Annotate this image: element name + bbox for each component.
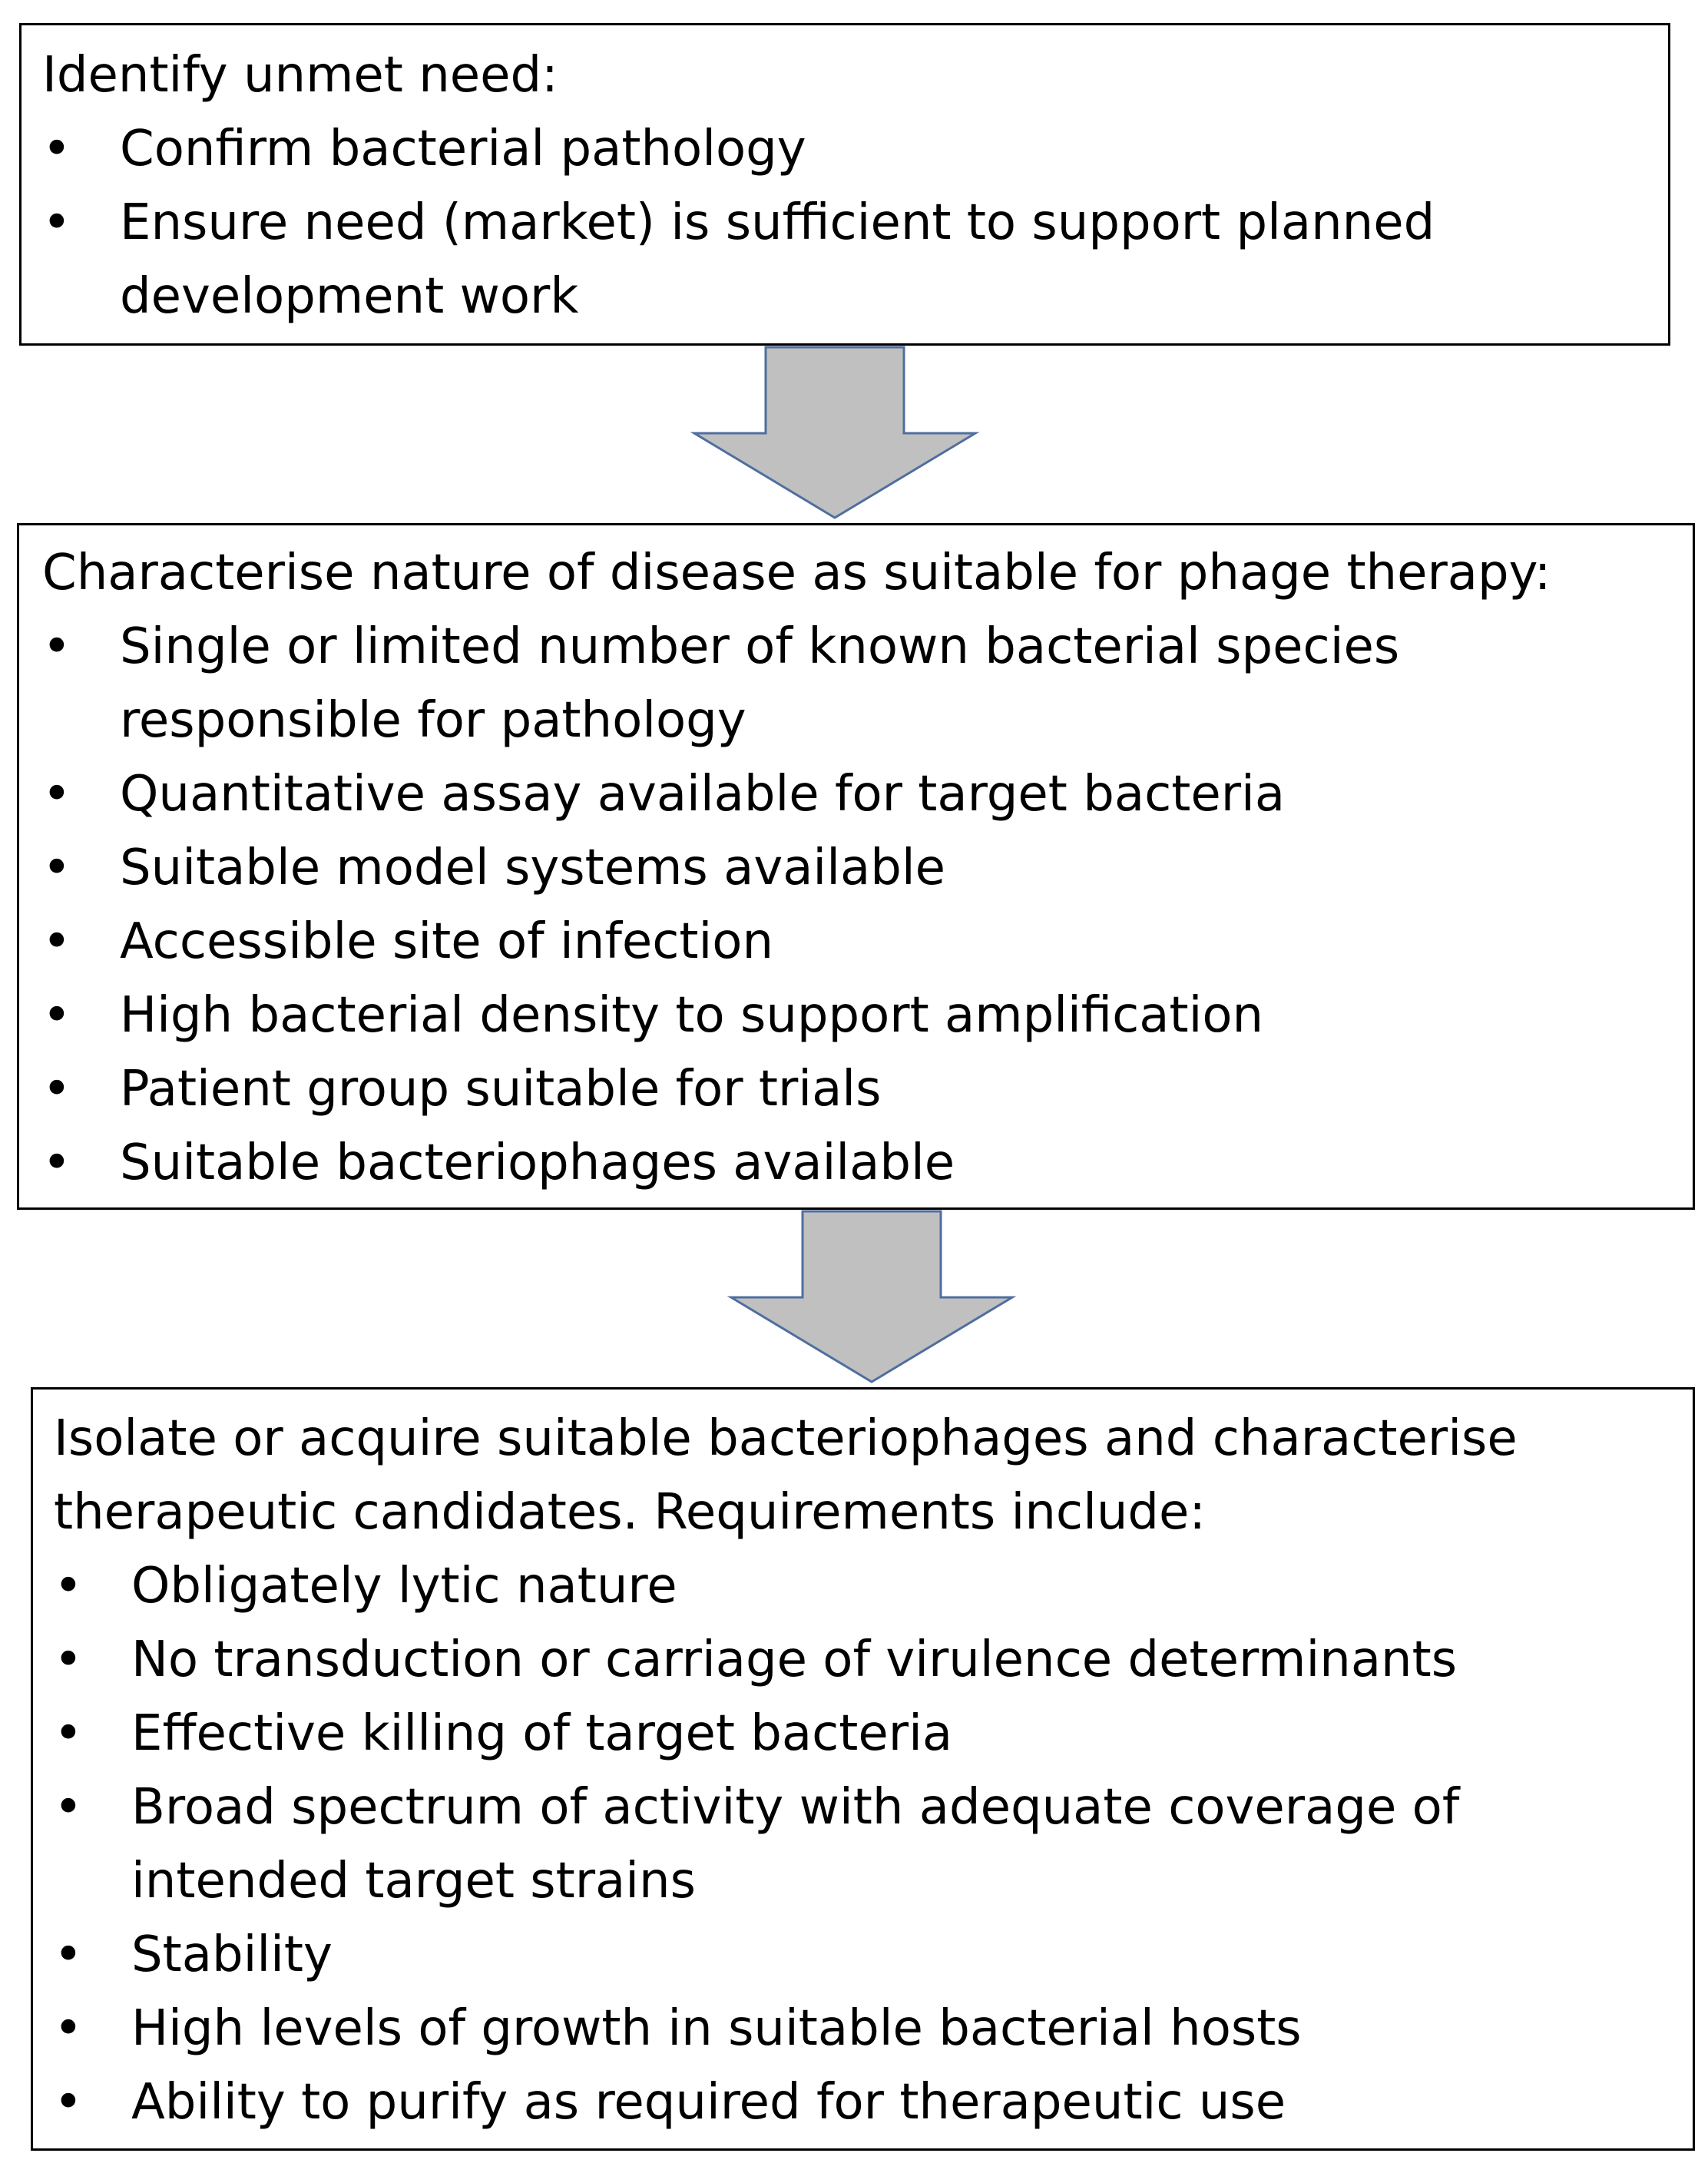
bullet-icon: • bbox=[54, 1926, 83, 1983]
bullet-icon: • bbox=[54, 2074, 83, 2131]
bullet-icon: • bbox=[42, 766, 71, 823]
step-box-isolate-bacteriophages bbox=[31, 1387, 1695, 2151]
bullet-icon: • bbox=[54, 1558, 83, 1615]
list-item-text: Confirm bacterial pathology bbox=[120, 121, 806, 177]
bullet-icon: • bbox=[42, 618, 71, 675]
list-item-text: Broad spectrum of activity with adequate coverage of intended target strains bbox=[131, 1779, 1460, 1910]
list-item-text: Obligately lytic nature bbox=[131, 1558, 677, 1615]
arrow-shape bbox=[731, 1211, 1012, 1382]
list-item-text: Ensure need (market) is sufficient to support planned development work bbox=[120, 194, 1435, 325]
list-item-text: Suitable model systems available bbox=[120, 840, 945, 896]
arrow-shape bbox=[694, 347, 975, 518]
list-item-text: Ability to purify as required for therapeutic use bbox=[131, 2074, 1286, 2131]
bullet-icon: • bbox=[42, 913, 71, 970]
step-box-identify-unmet-need bbox=[19, 23, 1670, 346]
step-heading: Identify unmet need: bbox=[42, 47, 558, 104]
list-item-text: Quantitative assay available for target bacteria bbox=[120, 766, 1286, 823]
bullet-icon: • bbox=[42, 121, 71, 177]
list-item-text: Stability bbox=[131, 1926, 333, 1983]
list-item-text: No transduction or carriage of virulence determinants bbox=[131, 1631, 1458, 1688]
list-item-text: High bacterial density to support amplification bbox=[120, 987, 1264, 1044]
bullet-icon: • bbox=[42, 1061, 71, 1118]
list-item-text: Single or limited number of known bacterial species responsible for pathology bbox=[120, 618, 1400, 749]
bullet-icon: • bbox=[54, 1705, 83, 1762]
bullet-icon: • bbox=[54, 1631, 83, 1688]
list-item-text: Suitable bacteriophages available bbox=[120, 1134, 955, 1191]
list-item-text: High levels of growth in suitable bacterial hosts bbox=[131, 2000, 1302, 2057]
bullet-icon: • bbox=[54, 2000, 83, 2057]
bullet-icon: • bbox=[42, 194, 71, 251]
bullet-icon: • bbox=[42, 1134, 71, 1191]
list-item-text: Patient group suitable for trials bbox=[120, 1061, 882, 1118]
bullet-icon: • bbox=[54, 1779, 83, 1836]
step-box-characterise-disease bbox=[17, 523, 1695, 1210]
list-item-text: Accessible site of infection bbox=[120, 913, 773, 970]
bullet-icon: • bbox=[42, 840, 71, 896]
bullet-icon: • bbox=[42, 987, 71, 1044]
down-arrow-icon bbox=[691, 347, 983, 521]
list-item-text: Effective killing of target bacteria bbox=[131, 1705, 953, 1762]
step-heading: Characterise nature of disease as suitable for phage therapy: bbox=[42, 545, 1551, 601]
down-arrow-icon bbox=[728, 1211, 1020, 1385]
step-heading: Isolate or acquire suitable bacteriophages and characterise therapeutic candidates. Requirements include: bbox=[54, 1410, 1518, 1541]
